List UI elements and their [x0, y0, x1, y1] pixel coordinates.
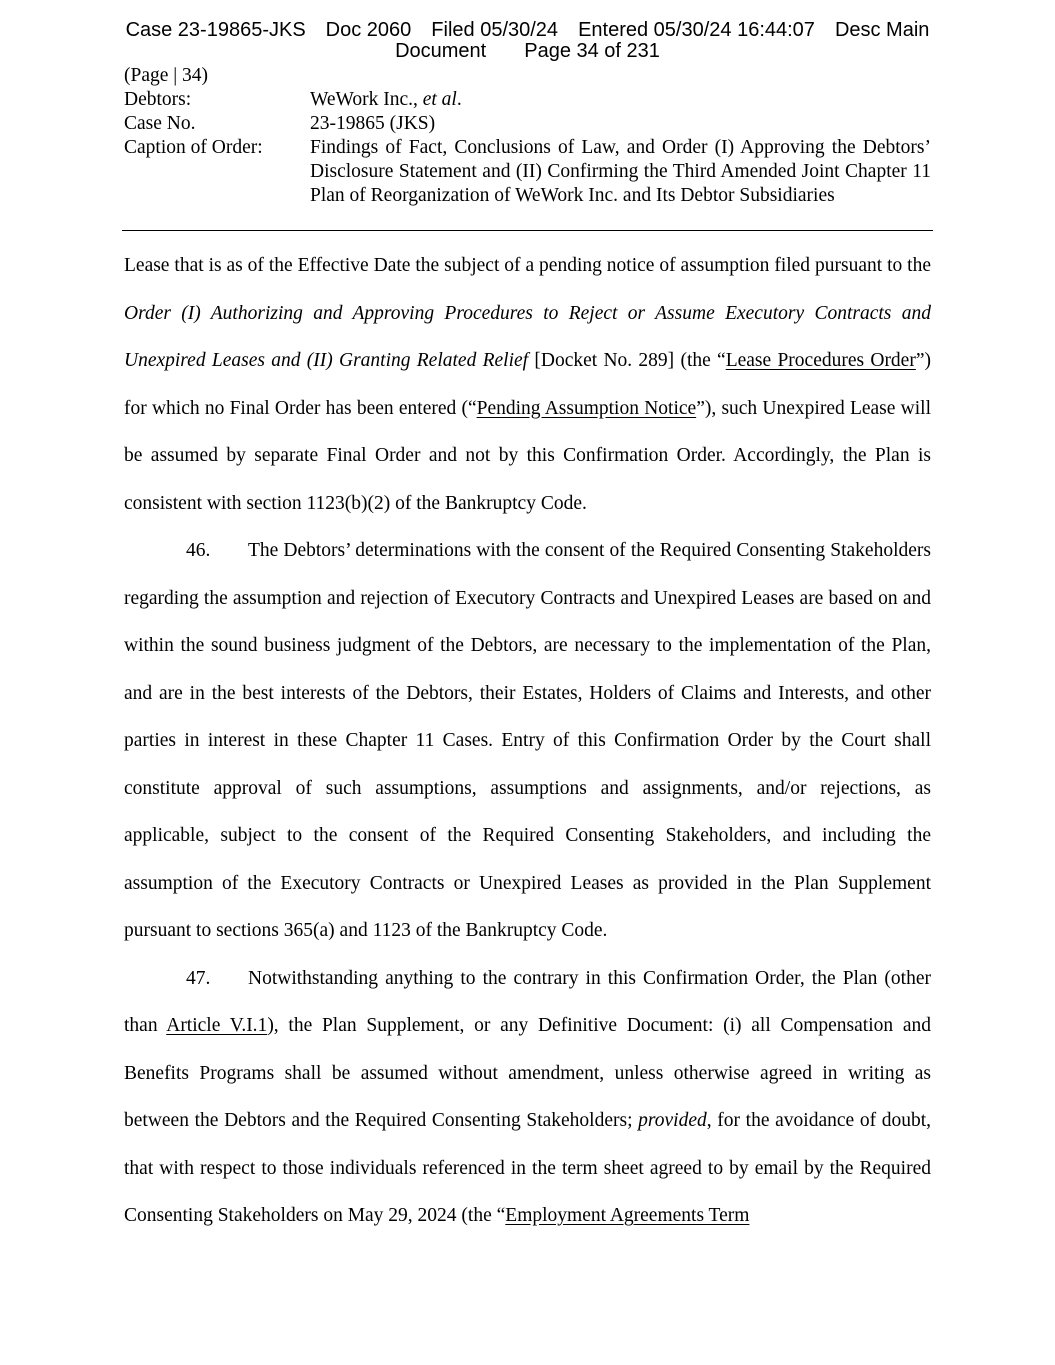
debtors-etal: et al	[422, 89, 457, 110]
case-no-row	[124, 112, 931, 136]
paragraph-text	[124, 968, 931, 1227]
page-ref: (Page | 34)	[124, 65, 209, 86]
text-run: Lease that is as of the Effective Date the subject of a pending notice of assumption filed pursuant to the	[124, 255, 931, 276]
case-no-value: 23-19865 (JKS)	[310, 113, 436, 134]
paragraph-number: 46.	[186, 540, 211, 561]
paragraph-text: The Debtors’ determinations with the consent of the Required Consenting Stakeholders regarding the assumption and rejection of Executory Contracts and Unexpired Leases are based on and within the sound business judgment of the Debtors, are necessary to the implementation of the Plan, and are in the best interests of the Debtors, their Estates, Holders of Claims and Interests, and other parties in interest in these Chapter 11 Cases. Entry of this Confirmation Order by the Court shall constitute approval of such assumptions, assumptions and assignments, and/or rejections, as applicable, subject to the consent of the Required Consenting Stakeholders, and including the assumption of the Executory Contracts or Unexpired Leases as provided in the Plan Supplement pursuant to sections 365(a) and 1123 of the Bankruptcy Code.	[124, 540, 931, 941]
filing-header-line-2	[0, 41, 1055, 62]
entered-date: Entered 05/30/24 16:44:07	[578, 19, 815, 41]
page-ref-row	[124, 64, 931, 88]
defined-term-employment-agreements: Employment Agreements Term	[505, 1205, 750, 1226]
provided-italic: provided	[638, 1110, 707, 1131]
paragraph-number: 47.	[186, 967, 211, 989]
filed-date: Filed 05/30/24	[431, 19, 559, 41]
defined-term-pending-assumption-notice: Pending Assumption Notice	[476, 397, 697, 419]
debtors-row	[124, 88, 931, 112]
paragraph-47	[124, 955, 931, 1240]
text-run: Notwithstanding anything to the contrary in this Confirmation Order, the Plan (other than	[124, 967, 931, 1036]
text-run: ”), such Unexpired Lease will be assumed by separate Final Order and not by this Confirmation Order. Accordingly, the Plan is consistent with section 1123(b)(2) of the Bankruptcy Code.	[124, 397, 931, 514]
text-run: ”) for which no Final Order has been entered (“	[124, 350, 931, 419]
doc-number: Doc 2060	[325, 19, 412, 41]
defined-term-lease-procedures-order: Lease Procedures Order	[725, 350, 916, 371]
desc-main: Desc Main	[834, 19, 930, 41]
order-body	[124, 242, 931, 1240]
order-caption-value: Findings of Fact, Conclusions of Law, and Order (I) Approving the Debtors’ Disclosure Statement and (II) Confirming the Third Amended Joint Chapter 11 Plan of Reorganization of WeWork Inc. and Its Debtor Subsidiaries	[310, 137, 931, 206]
document-label: Document	[395, 40, 487, 62]
order-title-italic: Order (I) Authorizing and Approving Procedures to Reject or Assume Executory Contracts and Unexpired Leases and (II) Granting Related Relief	[124, 302, 931, 371]
paragraph-46	[124, 527, 931, 955]
case-number: Case 23-19865-JKS	[125, 19, 306, 41]
paragraph-continued	[124, 242, 931, 527]
text-run: ), the Plan Supplement, or any Definitive Document: (i) all Compensation and Benefits Programs shall be assumed without amendment, unless otherwise agreed in writing as between the Debtors and the Required Consenting Stakeholders;	[124, 1015, 932, 1131]
case-caption	[124, 64, 931, 208]
filing-header-line-1	[0, 20, 1055, 41]
text-run: [Docket No. 289] (the “	[528, 350, 726, 371]
debtors-period: .	[456, 89, 462, 110]
order-caption-row	[124, 136, 931, 208]
debtors-value	[310, 88, 931, 112]
filing-header	[0, 20, 1055, 62]
case-no-label: Case No.	[124, 113, 196, 134]
order-caption-label: Caption of Order:	[124, 137, 263, 158]
debtors-name: WeWork Inc.,	[310, 89, 423, 110]
debtors-label: Debtors:	[124, 89, 192, 110]
text-run: , for the avoidance of doubt, that with respect to those individuals referenced in the term sheet agreed to by email by the Required Consenting Stakeholders on May 29, 2024 (the “	[124, 1110, 931, 1226]
caption-divider	[122, 230, 933, 231]
page-count: Page 34 of 231	[524, 40, 660, 62]
article-reference: Article V.I.1	[166, 1015, 268, 1036]
